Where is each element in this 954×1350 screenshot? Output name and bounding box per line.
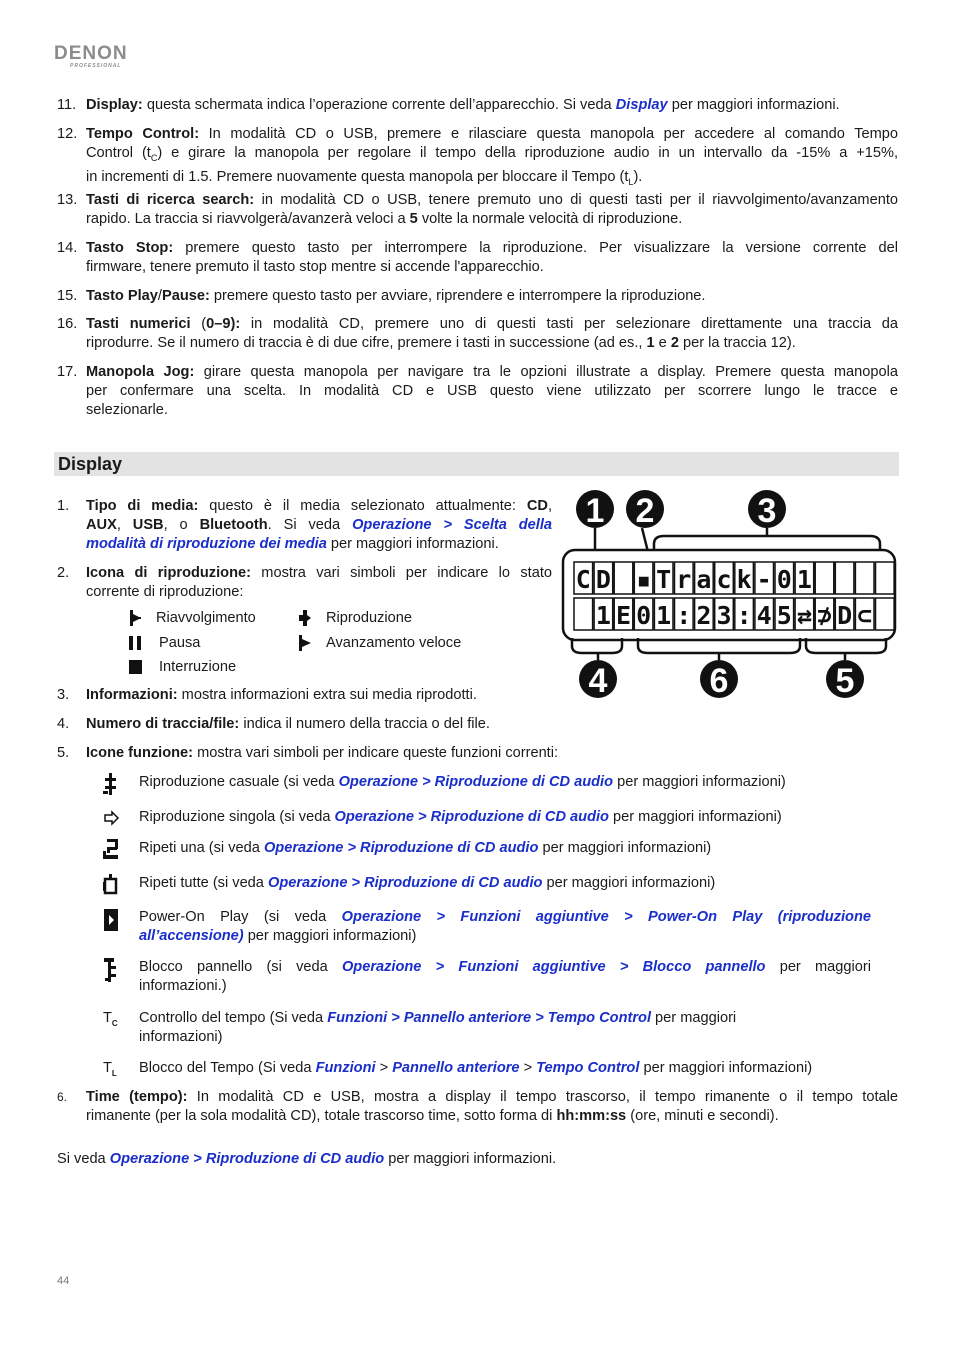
pause-icon <box>128 635 144 651</box>
item-label: Tasto Stop: <box>86 240 174 256</box>
link-tempo-control[interactable]: Funzioni > Pannello anteriore > Tempo Control <box>327 1010 651 1026</box>
item-bold: hh:mm:ss <box>556 1108 627 1124</box>
link-modalita[interactable]: modalità di riproduzione dei media <box>86 536 327 552</box>
item-text <box>86 715 586 734</box>
item-text <box>86 315 898 353</box>
rewind-icon <box>128 609 144 627</box>
tempo-subscript: L <box>111 1068 117 1078</box>
repeat-one-icon <box>102 838 120 862</box>
lcd-char: r <box>676 565 692 594</box>
item-body: In modalità CD e USB, mostra a display il tempo trascorso, il tempo rimanente o il tempo totale <box>187 1089 898 1105</box>
shuffle-icon <box>102 772 120 796</box>
subscript-c: C <box>150 152 158 163</box>
item-body: indica il numero della traccia o del file. <box>239 716 490 732</box>
link-operazione[interactable]: Operazione > Scelta della <box>352 517 553 533</box>
repeat-all-icon <box>102 873 120 897</box>
item-slash: / <box>157 288 162 304</box>
lcd-char: D <box>837 601 853 630</box>
link-pannello-anteriore[interactable]: Pannello anteriore <box>392 1060 520 1076</box>
item-bold: AUX <box>86 517 117 533</box>
function-text: per maggiori informazioni) <box>608 809 782 825</box>
lcd-cell <box>815 562 834 594</box>
function-text: per maggiori informazioni) <box>639 1060 813 1076</box>
item-label: Tipo di media: <box>86 498 199 514</box>
item-body: corrente di riproduzione: <box>86 584 244 600</box>
item-number: 6. <box>57 1090 68 1104</box>
note-text: per maggiori informazioni. <box>384 1151 557 1167</box>
item-text <box>86 125 898 192</box>
item-bold: Bluetooth <box>199 517 268 533</box>
lcd-char: : <box>736 601 752 630</box>
function-text: > <box>519 1060 537 1076</box>
item-label: Display: <box>86 97 143 113</box>
lcd-cell <box>876 598 895 630</box>
lcd-char: c <box>716 565 732 594</box>
note-text: Si veda <box>57 1151 110 1167</box>
item-text <box>86 1088 898 1126</box>
item-bold: CD <box>526 498 548 514</box>
function-text: Ripeti una (si veda <box>139 840 264 856</box>
item-body: mostra informazioni extra sui media riprodotti. <box>177 687 477 703</box>
link-riproduzione-cd[interactable]: Operazione > Riproduzione di CD audio <box>334 809 609 825</box>
lcd-char: 3 <box>716 601 732 630</box>
item-body: , <box>547 498 553 514</box>
function-text: per maggiori informazioni) <box>613 774 786 790</box>
item-number: 14. <box>57 240 78 256</box>
item-body: ). <box>633 168 643 185</box>
item-body: premere questo tasto per interrompere la riproduzione. Per visualizzare la versione corrente del <box>173 240 898 256</box>
single-play-icon <box>103 810 121 826</box>
item-body: ( <box>190 316 207 332</box>
lcd-cell <box>614 562 633 594</box>
function-text: > <box>375 1060 393 1076</box>
callout-1-label: 1 <box>585 492 605 530</box>
tempo-symbol: T <box>103 1060 112 1076</box>
item-body: mostra vari simboli per indicare lo stato <box>250 565 552 581</box>
item-bold: 1 <box>646 335 655 351</box>
item-body: in modalità CD, premere uno di questi tasti per selezionare direttamente una traccia da <box>240 316 899 332</box>
function-text: per maggiori informazioni) <box>243 928 417 944</box>
item-number: 1. <box>57 498 70 514</box>
item-number: 3. <box>57 687 70 703</box>
item-text <box>86 191 898 229</box>
item-label: ): <box>230 316 241 332</box>
lcd-diagram <box>560 488 900 700</box>
page-number: 44 <box>57 1275 70 1287</box>
item-label: Tempo Control: <box>86 126 200 142</box>
item-body: per la traccia 12). <box>678 335 796 351</box>
lcd-char: 1 <box>595 601 611 630</box>
item-text <box>86 287 898 306</box>
item-body: In modalità CD o USB, premere e rilasciare questa manopola per accedere al comando Tempo <box>199 126 898 142</box>
function-text: per maggiori informazioni) <box>538 840 712 856</box>
item-number: 11. <box>57 97 77 113</box>
item-body: mostra vari simboli per indicare queste funzioni correnti: <box>193 745 559 761</box>
function-text: per maggiori informazioni) <box>542 875 716 891</box>
play-label: Riproduzione <box>326 610 412 626</box>
stop-label: Interruzione <box>159 659 237 675</box>
item-label: Icone funzione: <box>86 745 194 761</box>
item-number: 4. <box>57 716 70 732</box>
link-riproduzione-cd[interactable]: Operazione > Riproduzione di CD audio <box>267 875 543 891</box>
item-body: , o <box>163 517 200 533</box>
item-label: Manopola Jog: <box>86 364 195 380</box>
brand-name: DENON <box>54 43 128 64</box>
item-body: ) e girare la manopola per regolare il tempo della riproduzione audio in un intervallo da -15% a +15%, <box>157 145 898 161</box>
lcd-char: ⊅ <box>816 601 833 630</box>
rewind-label: Riavvolgimento <box>156 610 256 626</box>
function-row <box>139 839 871 858</box>
callout-6-label: 6 <box>709 662 729 700</box>
function-text: Controllo del tempo (Si veda <box>139 1010 328 1026</box>
denon-logo <box>54 44 128 69</box>
callout-4-label: 4 <box>588 662 608 700</box>
lcd-char: C <box>575 565 591 594</box>
lcd-char: 4 <box>756 601 772 630</box>
lcd-cell <box>835 562 854 594</box>
item-label: Tasto Play <box>86 288 158 304</box>
item-number: 5. <box>57 745 70 761</box>
item-body: . Si veda <box>267 517 353 533</box>
fast-forward-icon <box>297 634 313 652</box>
tempo-symbol: T <box>103 1010 112 1026</box>
item-text <box>86 564 552 602</box>
lcd-char: E <box>615 601 632 630</box>
item-label: Tasti numerici <box>86 316 191 332</box>
item-label: Informazioni: <box>86 687 178 703</box>
lcd-char: : <box>676 601 692 630</box>
item-number: 16. <box>57 316 78 332</box>
lcd-char: D <box>595 565 611 594</box>
item-label: Pause: <box>161 288 210 304</box>
function-row <box>139 808 871 827</box>
tempo-subscript: C <box>111 1018 118 1028</box>
pause-label: Pausa <box>159 635 201 651</box>
item-tail: per maggiori informazioni. <box>326 536 499 552</box>
item-body: Control (t <box>86 145 151 161</box>
item-number: 13. <box>57 192 78 208</box>
function-text: informazioni.) <box>139 978 227 994</box>
link-riproduzione-cd[interactable]: Operazione > Riproduzione di CD audio <box>109 1151 385 1167</box>
function-text: Riproduzione casuale (si veda <box>139 774 339 790</box>
item-body: e <box>654 335 671 351</box>
link-riproduzione-cd[interactable]: Operazione > Riproduzione di CD audio <box>338 774 614 790</box>
item-label: Icona di riproduzione: <box>86 565 251 581</box>
item-text <box>86 239 898 277</box>
item-text <box>86 744 786 763</box>
play-icon <box>297 609 313 627</box>
function-text: per maggiori <box>651 1010 737 1026</box>
function-text: Blocco pannello (si veda <box>139 959 342 975</box>
function-row <box>139 1009 871 1047</box>
function-text: per maggiori <box>765 959 871 975</box>
subscript-l: L <box>628 176 634 187</box>
function-text: Blocco del Tempo (Si veda <box>139 1060 316 1076</box>
item-bold: 0–9 <box>206 316 231 332</box>
function-text: Riproduzione singola (si veda <box>139 809 335 825</box>
lcd-char: a <box>696 565 712 594</box>
lcd-char: 0 <box>636 601 652 630</box>
item-body: firmware, tenere premuto il tasto stop mentre si accende l'apparecchio. <box>86 259 544 275</box>
item-bold: 5 <box>409 211 418 227</box>
lcd-char: 2 <box>696 601 712 630</box>
lcd-char: 5 <box>776 601 792 630</box>
lcd-char: T <box>656 565 672 594</box>
lcd-char: 0 <box>776 565 792 594</box>
item-body: selezionarle. <box>86 402 168 418</box>
item-body: questa schermata indica l’operazione corrente dell’apparecchio. Si veda <box>142 97 616 113</box>
lcd-char: ▪ <box>636 565 652 594</box>
item-number: 17. <box>57 364 78 380</box>
stop-icon <box>128 659 144 675</box>
lcd-char: 1 <box>796 565 812 594</box>
item-body: (ore, minuti e secondi). <box>626 1108 779 1124</box>
item-body: girare questa manopola per navigare tra le opzioni illustrate a display. Premere questa manopola <box>194 364 898 380</box>
lcd-char: k <box>736 565 752 594</box>
item-body: premere questo tasto per avviare, riprendere e interrompere la riproduzione. <box>209 288 706 304</box>
item-number: 15. <box>57 288 78 304</box>
item-label: Numero di traccia/file: <box>86 716 240 732</box>
callout-2-label: 2 <box>635 492 655 530</box>
item-body: in modalità CD o USB, tenere premuto uno di questi tasti per il riavvolgimento/avanzamento <box>254 192 898 208</box>
lcd-char: ⊂ <box>857 601 873 630</box>
item-number: 2. <box>57 565 70 581</box>
item-body: rimanente (per la sola modalità CD), totale trascorso time, sotto forma di <box>86 1108 557 1124</box>
footer-note <box>57 1150 556 1169</box>
item-body: rapido. La traccia si riavvolgerà/avanzerà veloci a <box>86 211 410 227</box>
function-row <box>139 874 871 893</box>
item-body: in incrementi di 1.5. Premere nuovamente questa manopola per bloccare il Tempo (t <box>86 168 629 185</box>
link-power-on-play[interactable]: Operazione > Funzioni aggiuntive > Power-On Play (riproduzione <box>341 909 871 925</box>
function-row <box>139 958 871 996</box>
power-on-play-icon <box>102 908 120 932</box>
item-label: Time (tempo): <box>86 1089 188 1105</box>
fast-forward-label: Avanzamento veloce <box>326 635 462 651</box>
lcd-char: - <box>756 565 772 594</box>
function-text: Ripeti tutte (si veda <box>139 875 268 891</box>
function-row <box>139 1059 871 1078</box>
lcd-char: ⇄ <box>796 601 812 630</box>
function-row <box>139 908 871 946</box>
function-text: informazioni) <box>139 1029 223 1045</box>
item-text <box>86 96 898 115</box>
link-blocco-pannello[interactable]: Operazione > Funzioni aggiuntive > Blocco pannello <box>341 959 766 975</box>
item-tail: per maggiori informazioni. <box>667 97 840 113</box>
tempo-lock-icon <box>103 1059 117 1083</box>
item-label: Tasti di ricerca search: <box>86 192 255 208</box>
link-funzioni[interactable]: Funzioni <box>315 1060 376 1076</box>
link-tempo-control[interactable]: Tempo Control <box>536 1060 640 1076</box>
item-text <box>86 686 586 705</box>
link-display[interactable]: Display <box>615 97 668 113</box>
item-body: , <box>116 517 133 533</box>
lcd-cell <box>876 562 895 594</box>
callout-5-label: 5 <box>835 662 855 700</box>
panel-lock-icon <box>102 957 120 983</box>
function-text: Power-On Play (si veda <box>139 909 342 925</box>
item-bold: 2 <box>670 335 679 351</box>
function-row <box>139 773 871 792</box>
item-body: per confermare una scelta. In modalità CD e USB questo viene utilizzato per scorrere lungo le tracce e <box>86 383 898 399</box>
item-body: riprodurre. Se il numero di traccia è di due cifre, premere i tasti in successione (ad es., <box>86 335 647 351</box>
section-heading <box>54 452 899 476</box>
item-bold: USB <box>132 517 164 533</box>
callout-3-label: 3 <box>757 492 777 530</box>
lcd-cell <box>855 562 874 594</box>
item-text <box>86 363 898 420</box>
lcd-cell <box>574 598 593 630</box>
link-riproduzione-cd[interactable]: Operazione > Riproduzione di CD audio <box>263 840 539 856</box>
item-number: 12. <box>57 126 78 142</box>
section-title: Display <box>58 454 123 474</box>
item-body: volte la normale velocità di riproduzione. <box>417 211 683 227</box>
item-body: questo è il media selezionato attualmente: <box>198 498 527 514</box>
lcd-char: 1 <box>656 601 672 630</box>
item-text <box>86 497 552 554</box>
tempo-control-icon <box>103 1009 118 1033</box>
brand-sub: PROFESSIONAL <box>70 63 122 69</box>
link-power-on-play[interactable]: all’accensione) <box>139 928 244 944</box>
